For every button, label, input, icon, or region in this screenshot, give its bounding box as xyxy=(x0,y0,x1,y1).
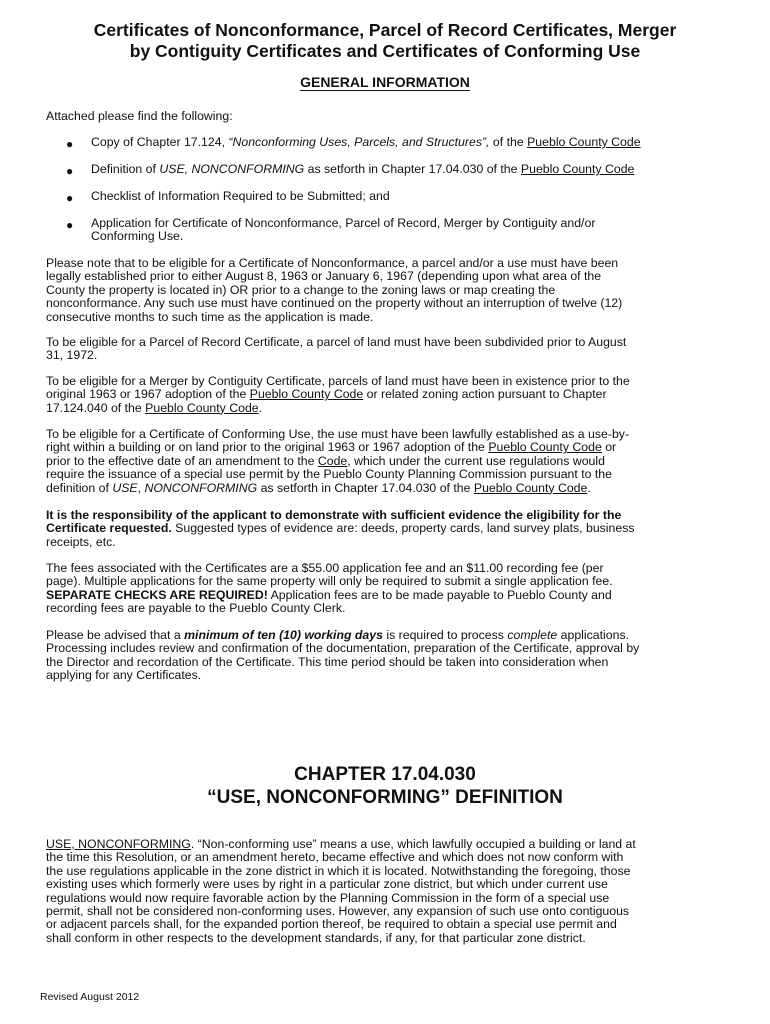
bullet-dot: ● xyxy=(66,164,74,178)
paragraph-nonconformance: Please note that to be eligible for a Certificate of Nonconformance, a parcel and/or a use must have been legally established prior to either August 8, 1963 or January 6, 1967 (depending upon what area of the County the property is located in) OR prior to a change to the zoning laws or map creating the nonconformance. Any such use must have continued on the property without an interruption of twelve (12) consecutive months to such time as the application is made. xyxy=(46,256,623,324)
bullet-item-checklist: Checklist of Information Required to be Submitted; and xyxy=(91,189,390,203)
code-reference: Pueblo County Code xyxy=(145,400,259,415)
code-reference: Code xyxy=(317,453,348,468)
paragraph-parcel-of-record: To be eligible for a Parcel of Record Certificate, a parcel of land must have been subdivided prior to August 31, 1972. xyxy=(46,335,627,363)
title-line-2: by Contiguity Certificates and Certificates of Conforming Use xyxy=(129,41,641,61)
bullet-text: as setforth in Chapter 17.04.030 of the xyxy=(304,162,521,176)
bullet-text: of the xyxy=(489,135,528,149)
code-reference: Pueblo County Code xyxy=(527,135,641,149)
paragraph-merger-by-contiguity: To be eligible for a Merger by Contiguity Certificate, parcels of land must have been in existence prior to the original 1963 or 1967 adoption of the Pueblo County Code or related zoning action pursuant to Chapter 17.124.040 of the Pueblo County Code. xyxy=(46,374,630,415)
general-information-label: GENERAL INFORMATION xyxy=(300,74,470,90)
code-reference: Pueblo County Code xyxy=(473,480,588,495)
code-reference: Pueblo County Code xyxy=(520,162,635,176)
bullet-dot: ● xyxy=(66,191,74,205)
section-heading-general-information xyxy=(0,73,770,91)
bullet-item-chapter-17-124 xyxy=(91,136,731,149)
paragraph-processing-time: Please be advised that a minimum of ten (10) working days is required to process complete applications. Processing includes review and confirmation of the documentation, preparation of the Certificate, approval by the Director and recordation of the Certificate. This time period should be taken into consideration when applying for any Certificates. xyxy=(46,628,640,683)
paragraph-conforming-use: To be eligible for a Certificate of Conforming Use, the use must have been lawfully established as a use-by- right within a building or on land prior to the original 1963 or 1967 adoption of the Pueblo County Code or prior to the effective date of an amendment to the Code, which under the current use regulations would require the issuance of a special use permit by the Pueblo County Planning Commission pursuant to the definition of USE, NONCONFORMING as setforth in Chapter 17.04.030 of the Pueblo County Code. xyxy=(46,427,630,495)
bullet-dot: ● xyxy=(66,137,74,151)
paragraph-definition: USE, NONCONFORMING. “Non-conforming use” means a use, which lawfully occupied a building or land at the time this Resolution, or an amendment hereto, became effective and which does not now conform with the use regulations applicable in the zone district in which it is located. Notwithstanding the foregoing, those existing uses which formerly were uses by right in a particular zone district, but which under current use regulations would now require favorable action by the Planning Commission in the form of a special use permit, shall not be considered non-conforming uses. However, any expansion of such use onto contiguous or adjacent parcels shall, for the expanded portion thereof, be required to obtain a special use permit and shall conform in other respects to the development standards, if any, for that particular zone district. xyxy=(46,837,636,945)
chapter-subheading: “USE, NONCONFORMING” DEFINITION xyxy=(207,787,563,808)
chapter-heading: CHAPTER 17.04.030 xyxy=(294,764,476,785)
bullet-item-application xyxy=(91,217,731,244)
document-title xyxy=(30,20,740,62)
bullet-dot: ● xyxy=(66,218,74,232)
code-reference: Pueblo County Code xyxy=(488,440,602,455)
attached-intro: Attached please find the following: xyxy=(46,109,233,123)
code-reference: Pueblo County Code xyxy=(249,387,364,402)
bullet-text: Application for Certificate of Nonconformance, Parcel of Record, Merger by Contiguity and/or xyxy=(91,216,596,230)
defined-term: USE, NONCONFORMING xyxy=(46,837,191,851)
revision-footer: Revised August 2012 xyxy=(40,991,140,1003)
paragraph-applicant-responsibility: It is the responsibility of the applicant to demonstrate with sufficient evidence the eligibility for the Certificate requested. Suggested types of evidence are: deeds, property cards, land survey plats, business receipts, etc. xyxy=(46,508,635,549)
bullet-text: Copy of Chapter 17.124, xyxy=(91,135,229,149)
bullet-item-definition xyxy=(91,163,731,176)
bullet-text: Conforming Use. xyxy=(91,229,184,244)
title-line-1: Certificates of Nonconformance, Parcel of Record Certificates, Merger xyxy=(93,20,677,40)
bullet-text: Definition of xyxy=(91,162,160,176)
paragraph-fees: The fees associated with the Certificates are a $55.00 application fee and an $11.00 recording fee (per page). Multiple applications for the same property will only be required to submit a single application fee. SEPARATE CHECKS ARE REQUIRED! Application fees are to be made payable to Pueblo County and recording fees are payable to the Pueblo County Clerk. xyxy=(46,561,613,616)
bullet-italic: USE, NONCONFORMING xyxy=(159,162,305,176)
bullet-italic: “Nonconforming Uses, Parcels, and Structures”, xyxy=(228,135,490,149)
